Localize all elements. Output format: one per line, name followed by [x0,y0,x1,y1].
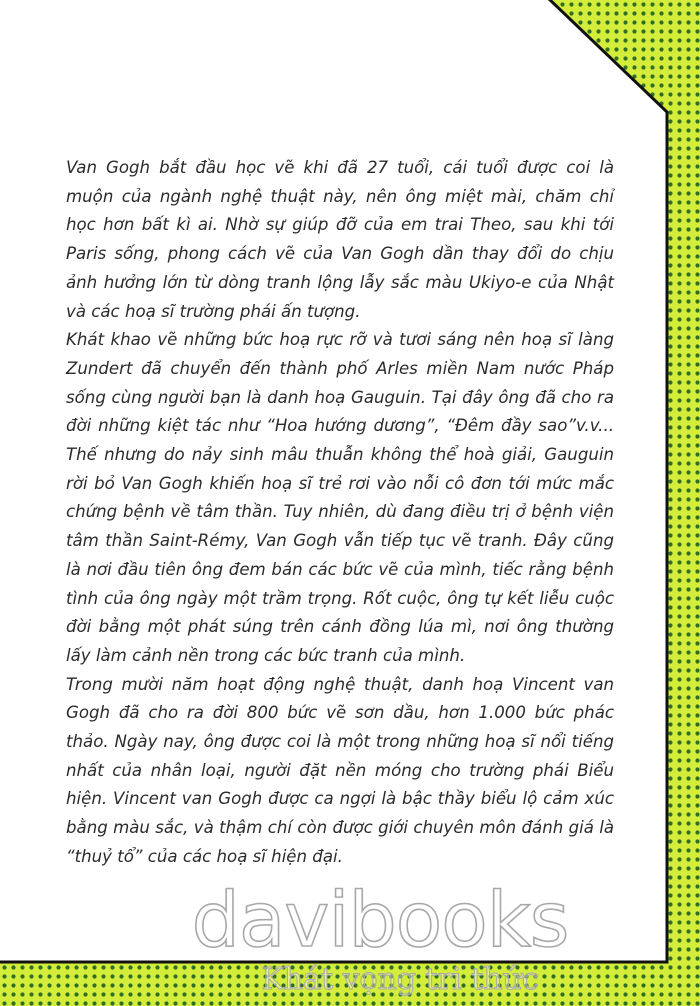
paragraph-3: Trong mười năm hoạt động nghệ thuật, danh hoạ Vincent van Gogh đã cho ra đời 800 bức vẽ sơn dầu, hơn 1.000 bức phác thảo. Ngày nay, ông được coi là một trong những hoạ sĩ nổi tiếng nhất của nhân loại, người đặt nền móng cho trường phái Biểu hiện. Vincent van Gogh được ca ngợi là bậc thầy biểu lộ cảm xúc bằng màu sắc, và thậm chí còn được giới chuyên môn đánh giá là “thuỷ tổ” của các hoạ sĩ hiện đại. [66,674,614,866]
article-body [66,154,614,872]
paragraph-2: Khát khao vẽ những bức hoạ rực rỡ và tươi sáng nên hoạ sĩ làng Zundert đã chuyển đến thành phố Arles miền Nam nước Pháp sống cùng người bạn là danh hoạ Gauguin. Tại đây ông đã cho ra đời những kiệt tác như “Hoa hướng dương”, “Đêm đầy sao”v.v... Thế nhưng do nảy sinh mâu thuẫn không thể hoà giải, Gauguin rời bỏ Van Gogh khiến hoạ sĩ trẻ rơi vào nỗi cô đơn tới mức mắc chứng bệnh về tâm thần. Tuy nhiên, dù đang điều trị ở bệnh viện tâm thần Saint-Rémy, Van Gogh vẫn tiếp tục vẽ tranh. Đây cũng là nơi đầu tiên ông đem bán các bức vẽ của mình, tiếc rằng bệnh tình của ông ngày một trầm trọng. Rốt cuộc, ông tự kết liễu cuộc đời bằng một phát súng trên cánh đồng lúa mì, nơi ông thường lấy làm cảnh nền trong các bức tranh của mình. [66,330,614,665]
watermark-slogan: Khát vọng tri thức [261,962,539,997]
paragraph-1: Van Gogh bắt đầu học vẽ khi đã 27 tuổi, cái tuổi được coi là muộn của ngành nghệ thuật này, nên ông miệt mài, chăm chỉ học hơn bất kì ai. Nhờ sự giúp đỡ của em trai Theo, sau khi tới Paris sống, phong cách vẽ của Van Gogh dần thay đổi do chịu ảnh hưởng lớn từ dòng tranh lộng lẫy sắc màu Ukiyo-e của Nhật và các hoạ sĩ trường phái ấn tượng. [66,158,614,321]
watermark-brand: davibooks [191,875,569,964]
